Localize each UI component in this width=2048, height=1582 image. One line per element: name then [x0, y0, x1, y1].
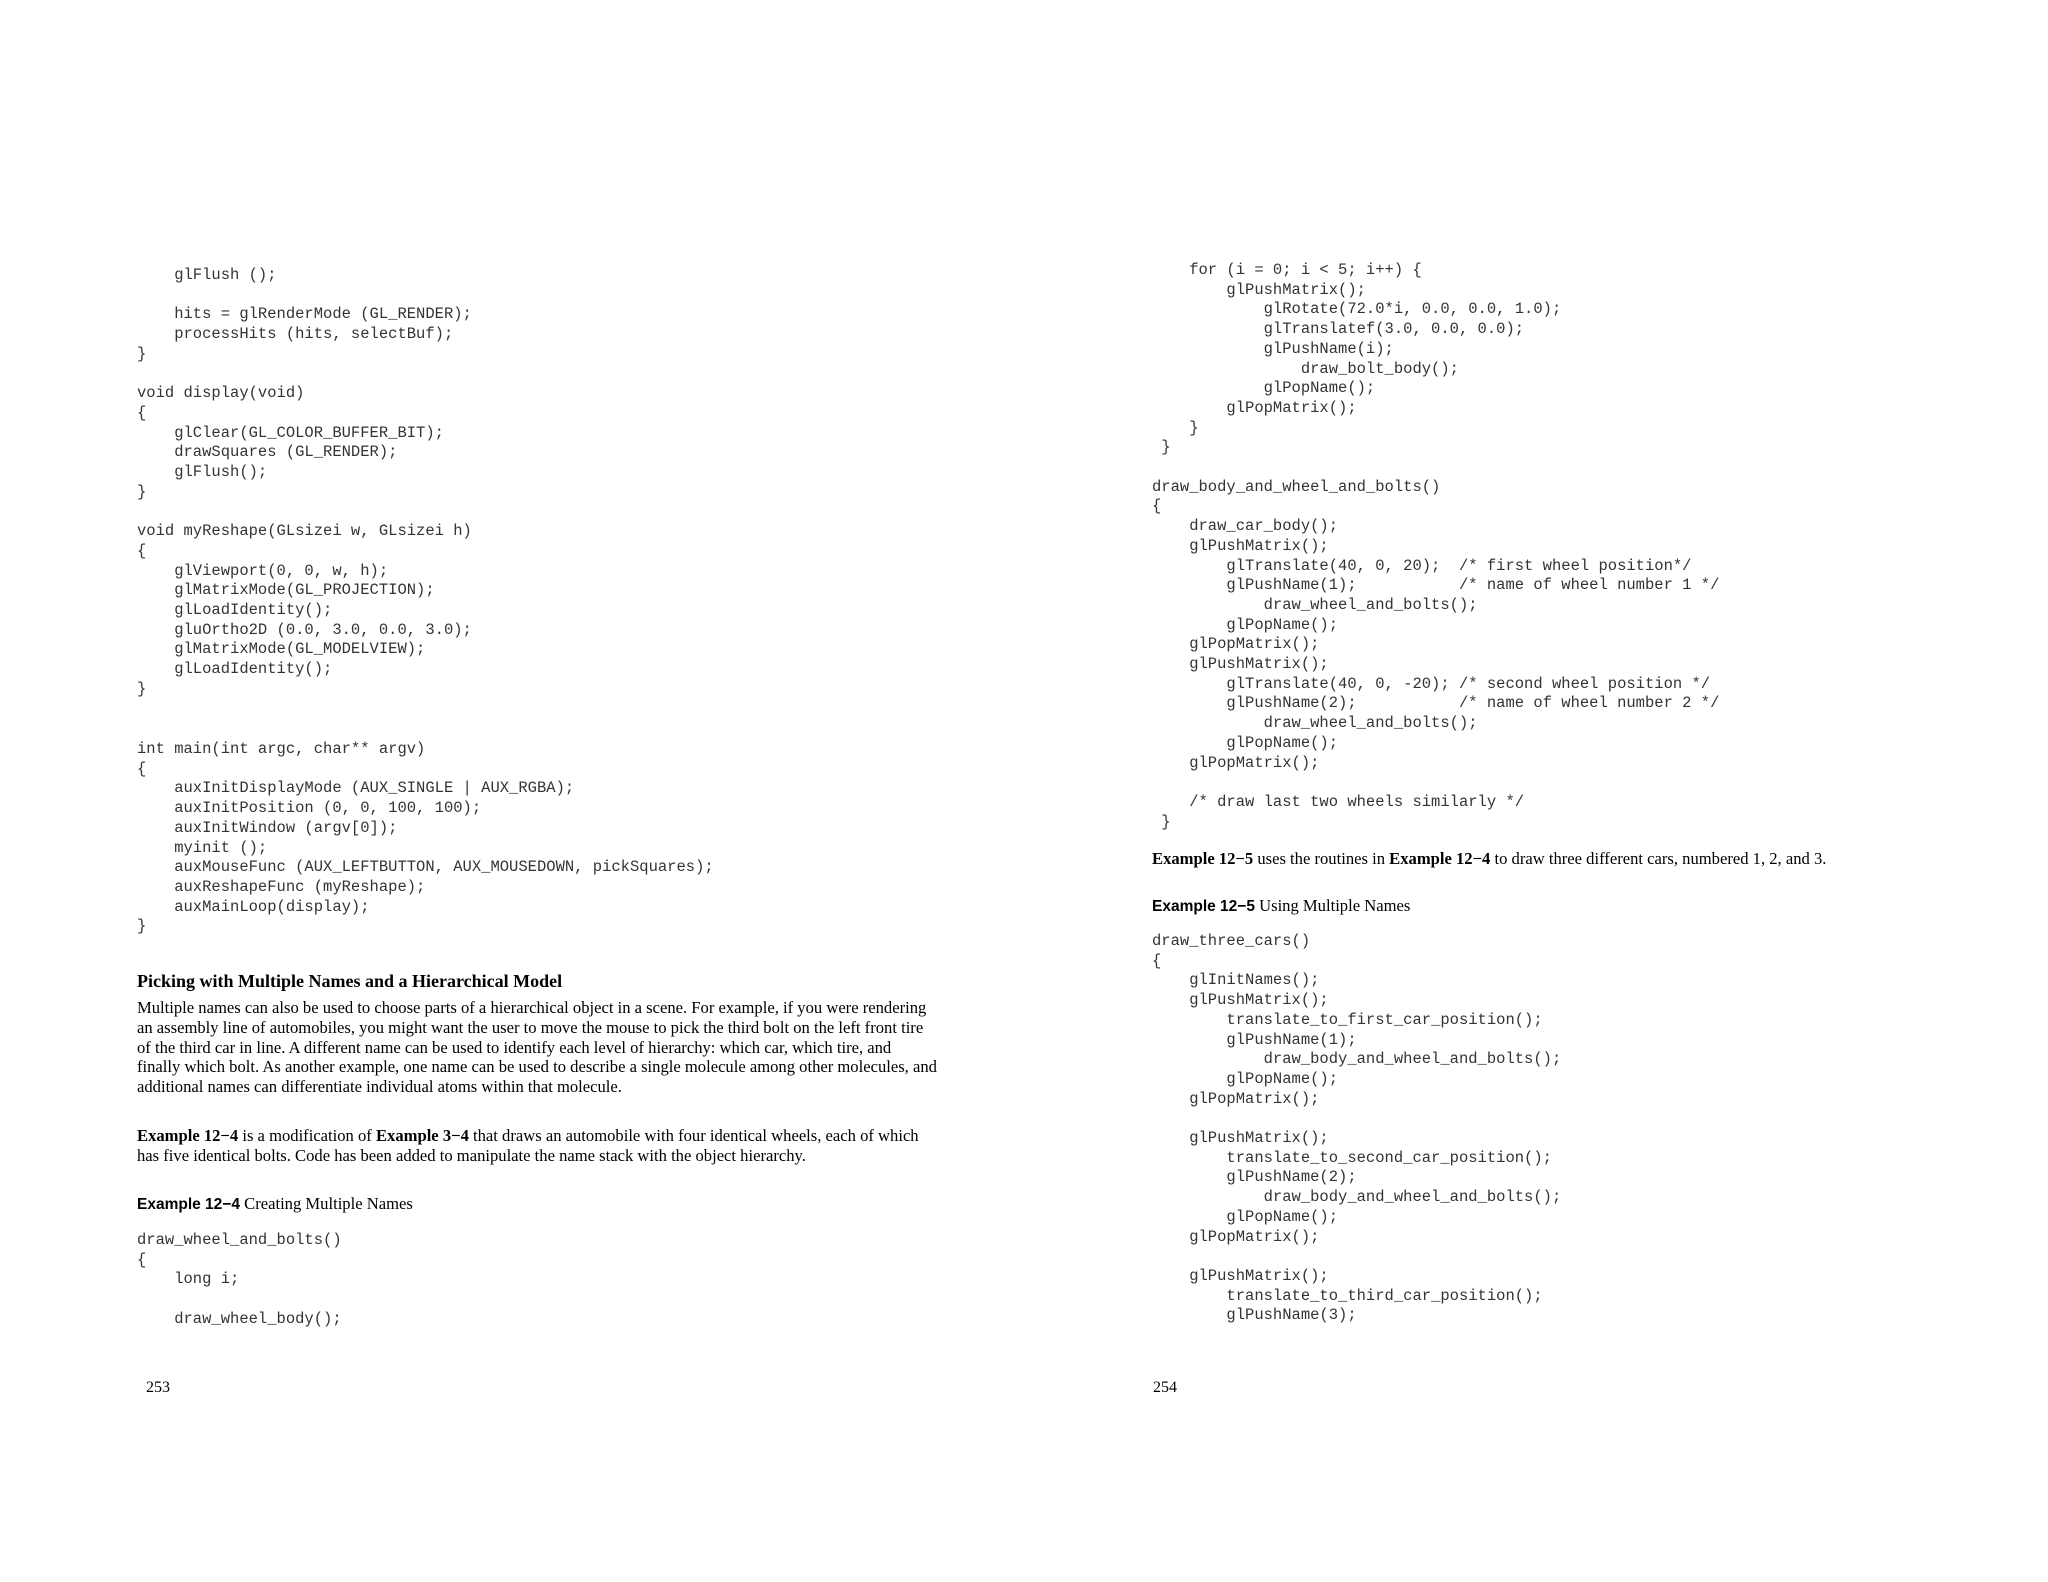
code-block-bolts-and-body: for (i = 0; i < 5; i++) { glPushMatrix(); glRotate(72.0*i, 0.0, 0.0, 1.0); glTranslatef(3.0, 0.0, 0.0); glPushName(i); draw_bolt_body(); glPopName(); glPopMatrix(); } } draw_body_and_wheel_and_bolts() { draw_car_body(); glPushMatrix(); glTranslate(40, 0, 20); /* first wheel position*/ glPushName(1); /* name of wheel number 1 */ draw_wheel_and_bolts(); glPopName(); glPopMatrix(); glPushMatrix(); glTranslate(40, 0, -20); /* second wheel position */ glPushName(2); /* name of wheel number 2 */ draw_wheel_and_bolts(); glPopName(); glPopMatrix(); /* draw last two wheels similarly */ } [1152, 261, 1720, 831]
example-12-4-caption [137, 1194, 413, 1214]
intro-paragraph: Multiple names can also be used to choose parts of a hierarchical object in a scene. For example, if you were rendering an assembly line of automobiles, you might want the user to move the mouse to pick the third bolt on the left front tire of the third car in line. A different name can be used to identify each level of hierarchy: which car, which tire, and finally which bolt. As another example, one name can be used to describe a single molecule among other molecules, and additional names can differentiate individual atoms within that molecule. [137, 998, 937, 1097]
page-number: 254 [1153, 1379, 1177, 1396]
example-12-5-caption [1152, 896, 1410, 916]
paragraph-text: is a modification of [238, 1126, 376, 1145]
paragraph-text: that draws an automobile with four identical wheels, each of which has five identical bolts. Code has been added to manipulate the name stack with the object hierarchy. [137, 1126, 919, 1165]
example-3-4-reference: Example 3−4 [375, 1126, 469, 1145]
caption-title: Using Multiple Names [1254, 896, 1411, 915]
caption-label: Example 12−5 [1152, 898, 1255, 915]
example-12-5-reference: Example 12−5 [1152, 849, 1254, 868]
section-heading: Picking with Multiple Names and a Hierarchical Model [137, 971, 563, 991]
code-block-selection-functions: glFlush (); hits = glRenderMode (GL_RENDER); processHits (hits, selectBuf); } void display(void) { glClear(GL_COLOR_BUFFER_BIT); drawSquares (GL_RENDER); glFlush(); } void myReshape(GLsizei w, GLsizei h) { glViewport(0, 0, w, h); glMatrixMode(GL_PROJECTION); glLoadIdentity(); gluOrtho2D (0.0, 3.0, 0.0, 3.0); glMatrixMode(GL_MODELVIEW); glLoadIdentity(); } [137, 266, 472, 698]
code-block-draw-wheel: draw_wheel_and_bolts() { long i; draw_wheel_body(); [137, 1231, 342, 1328]
code-block-main-function: int main(int argc, char** argv) { auxInitDisplayMode (AUX_SINGLE | AUX_RGBA); auxInitPosition (0, 0, 100, 100); auxInitWindow (argv[0]); myinit (); auxMouseFunc (AUX_LEFTBUTTON, AUX_MOUSEDOWN, pickSquares); auxReshapeFunc (myReshape); auxMainLoop(display); } [137, 740, 714, 936]
example-reference-paragraph [1152, 849, 1952, 869]
example-reference-paragraph [137, 1126, 937, 1166]
paragraph-text: to draw three different cars, numbered 1, 2, and 3. [1490, 849, 1827, 868]
page-number: 253 [146, 1379, 170, 1396]
right-page [1024, 0, 2048, 1582]
example-12-4-reference: Example 12−4 [137, 1126, 239, 1145]
example-12-4-reference: Example 12−4 [1389, 849, 1491, 868]
caption-title: Creating Multiple Names [239, 1194, 413, 1213]
code-block-draw-three-cars: draw_three_cars() { glInitNames(); glPushMatrix(); translate_to_first_car_position(); glPushName(1); draw_body_and_wheel_and_bolts(); glPopName(); glPopMatrix(); glPushMatrix(); translate_to_second_car_position(); glPushName(2); draw_body_and_wheel_and_bolts(); glPopName(); glPopMatrix(); glPushMatrix(); translate_to_third_car_position(); glPushName(3); [1152, 932, 1562, 1325]
caption-label: Example 12−4 [137, 1196, 240, 1213]
paragraph-text: uses the routines in [1253, 849, 1390, 868]
